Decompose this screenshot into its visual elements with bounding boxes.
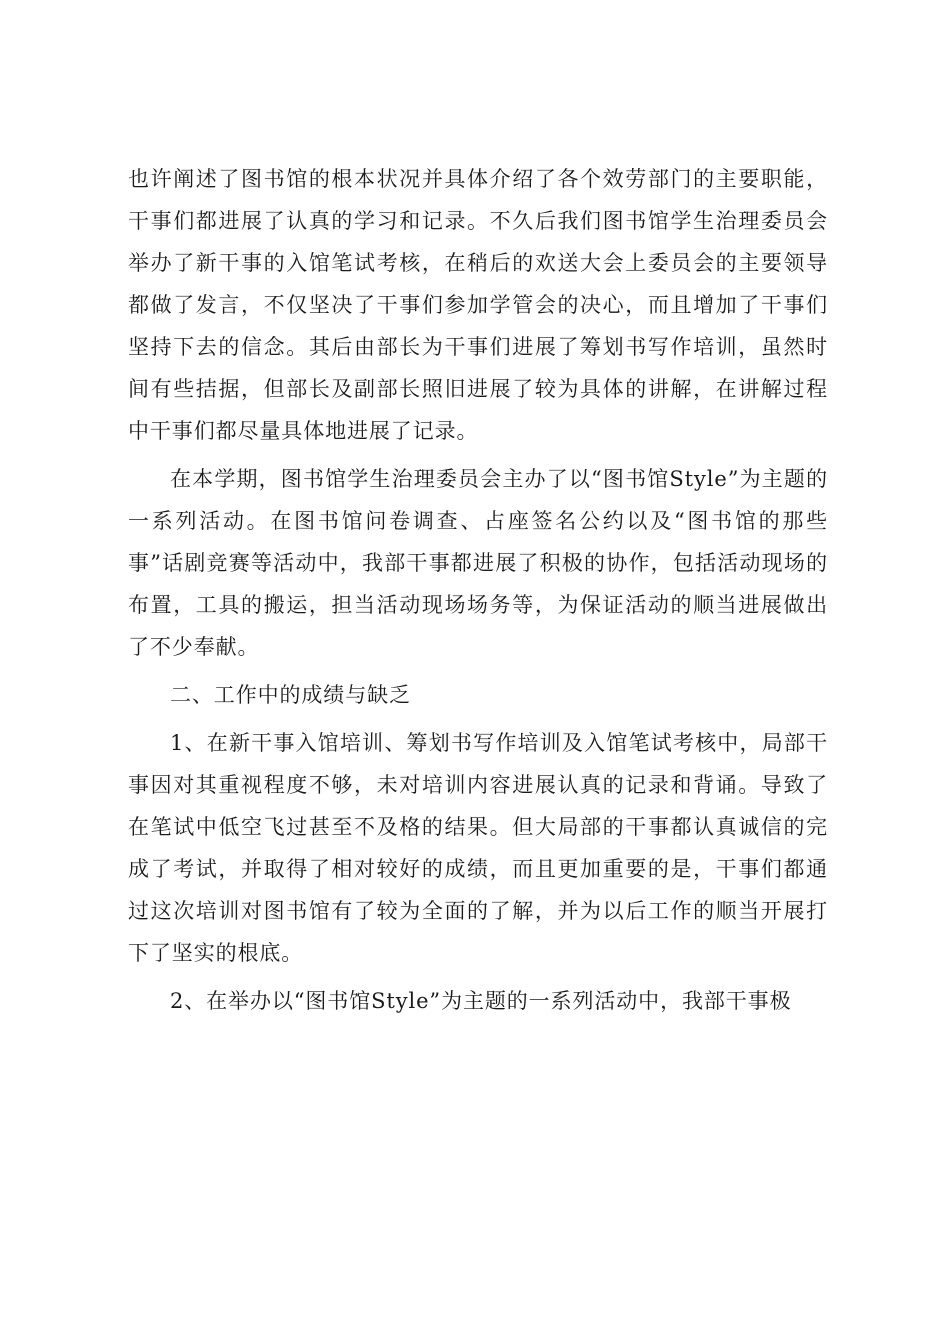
paragraph-item-2: 2、在举办以“图书馆Style”为主题的一系列活动中，我部干事极	[170, 989, 792, 1013]
section-heading: 二、工作中的成绩与缺乏	[170, 683, 411, 707]
document-body	[128, 158, 828, 1028]
paragraph-activities: 在本学期，图书馆学生治理委员会主办了以“图书馆Style”为主题的一系列活动。在图书馆问卷调查、占座签名公约以及“图书馆的那些事”话剧竞赛等活动中，我部干事都进展了积极的协作，包括活动现场的布置，工具的搬运，担当活动现场场务等，为保证活动的顺当进展做出了不少奉献。	[128, 467, 828, 659]
paragraph-continuation: 也许阐述了图书馆的根本状况并具体介绍了各个效劳部门的主要职能，干事们都进展了认真的学习和记录。不久后我们图书馆学生治理委员会举办了新干事的入馆笔试考核，在稍后的欢送大会上委员会的主要领导都做了发言，不仅坚决了干事们参加学管会的决心，而且增加了干事们坚持下去的信念。其后由部长为干事们进展了筹划书写作培训，虽然时间有些拮据，但部长及副部长照旧进展了较为具体的讲解，在讲解过程中干事们都尽量具体地进展了记录。	[128, 167, 828, 443]
paragraph-item-1: 1、在新干事入馆培训、筹划书写作培训及入馆笔试考核中，局部干事因对其重视程度不够，未对培训内容进展认真的记录和背诵。导致了在笔试中低空飞过甚至不及格的结果。但大局部的干事都认真诚信的完成了考试，并取得了相对较好的成绩，而且更加重要的是，干事们都通过这次培训对图书馆有了较为全面的了解，并为以后工作的顺当开展打下了坚实的根底。	[128, 731, 828, 965]
